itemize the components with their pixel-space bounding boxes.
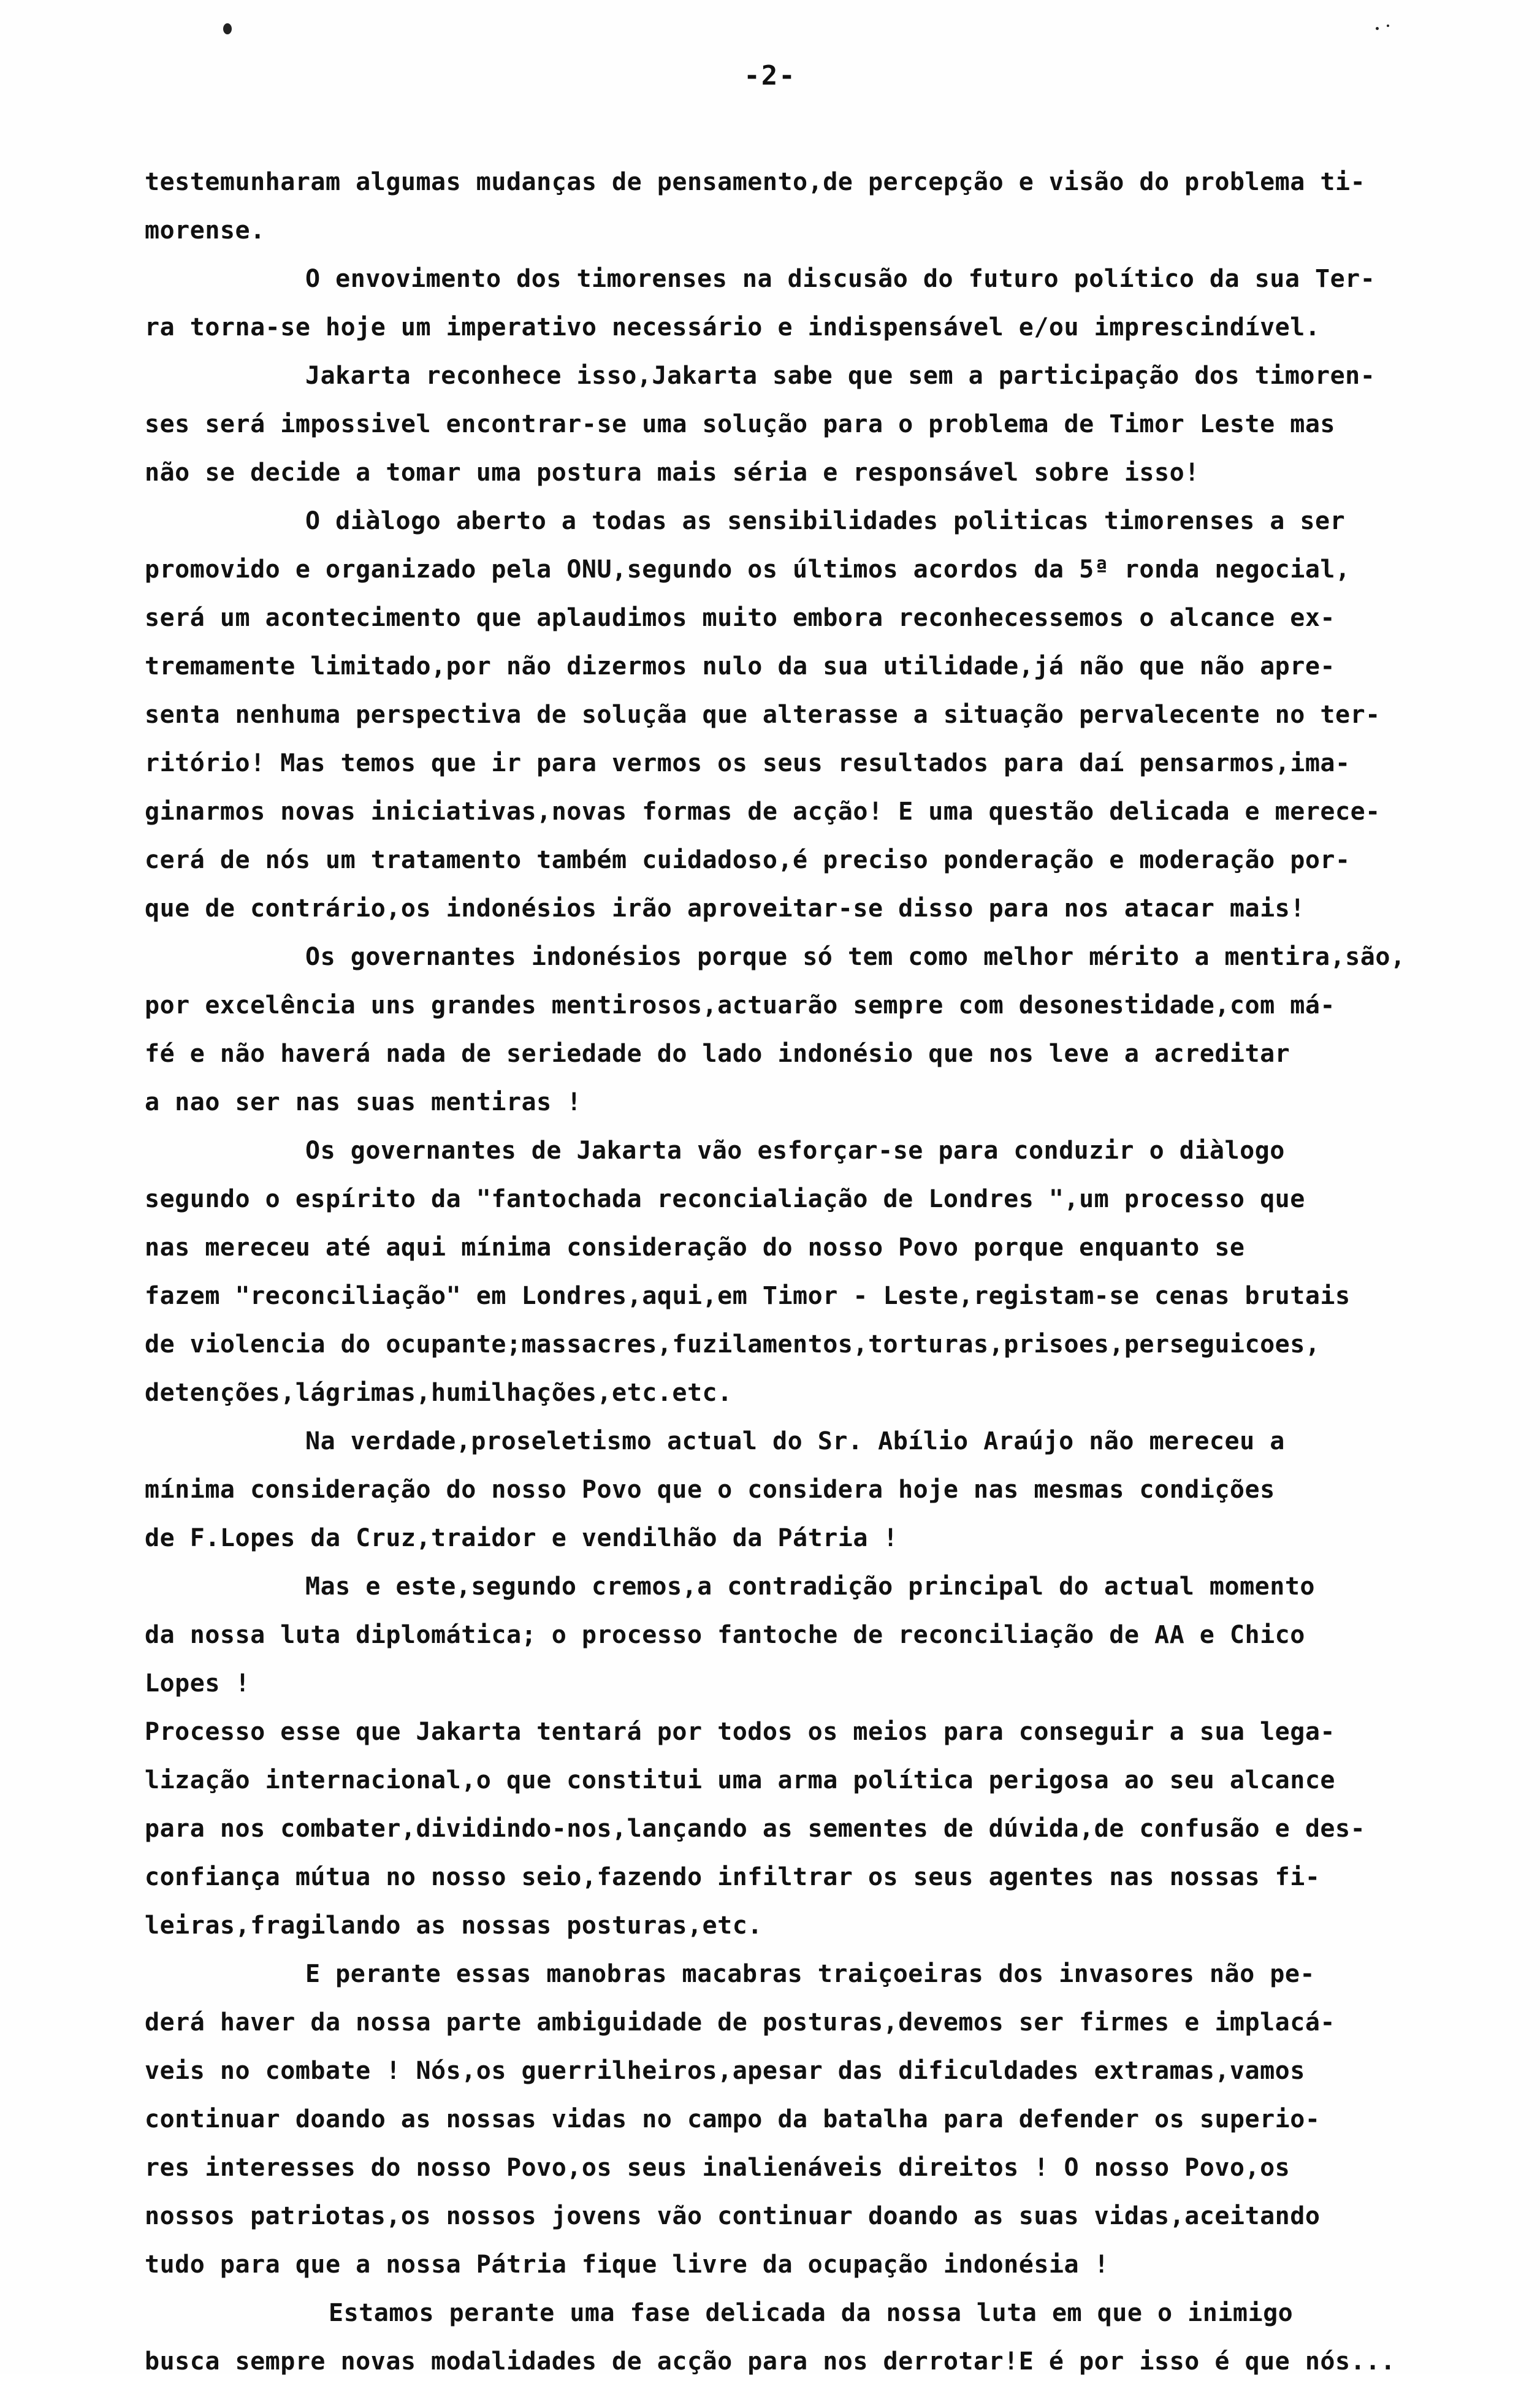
ink-speck: [223, 23, 232, 34]
text-line: veis no combate ! Nós,os guerrilheiros,apesar das dificuldades extramas,vamos: [145, 2057, 1305, 2085]
text-line: Os governantes indonésios porque só tem como melhor mérito a mentira,são,: [305, 943, 1406, 971]
text-line: Mas e este,segundo cremos,a contradição principal do actual momento: [305, 1572, 1315, 1601]
text-line: derá haver da nossa parte ambiguidade de posturas,devemos ser firmes e implacá-: [145, 2008, 1335, 2037]
text-line: lização internacional,o que constitui uma arma política perigosa ao seu alcance: [145, 1766, 1335, 1794]
page-number: -2-: [744, 60, 796, 91]
text-line: segundo o espírito da "fantochada reconcialiação de Londres ",um processo que: [145, 1185, 1305, 1213]
text-line: Processo esse que Jakarta tentará por todos os meios para conseguir a sua lega-: [145, 1718, 1335, 1746]
text-line: detenções,lágrimas,humilhações,etc.etc.: [145, 1379, 733, 1407]
text-line: tremamente limitado,por não dizermos nulo da sua utilidade,já não que não apre-: [145, 652, 1335, 680]
text-line: ra torna-se hoje um imperativo necessário e indispensável e/ou imprescindível.: [145, 313, 1321, 341]
text-line: fé e não haverá nada de seriedade do lado indonésio que nos leve a acreditar: [145, 1040, 1290, 1068]
text-line: a nao ser nas suas mentiras !: [145, 1088, 582, 1116]
text-line: ritório! Mas temos que ir para vermos os seus resultados para daí pensarmos,ima-: [145, 749, 1351, 777]
text-line: Os governantes de Jakarta vão esforçar-se para conduzir o diàlogo: [305, 1137, 1285, 1165]
text-line: busca sempre novas modalidades de acção para nos derrotar!E é por isso é que nós...: [145, 2347, 1396, 2376]
text-line: para nos combater,dividindo-nos,lançando as sementes de dúvida,de confusão e des-: [145, 1815, 1366, 1843]
text-line: Na verdade,proseletismo actual do Sr. Abílio Araújo não mereceu a: [305, 1427, 1285, 1455]
text-line: não se decide a tomar uma postura mais séria e responsável sobre isso!: [145, 459, 1200, 487]
text-line: senta nenhuma perspectiva de soluçãa que alterasse a situação pervalecente no ter-: [145, 701, 1381, 729]
text-line: será um acontecimento que aplaudimos muito embora reconhecessemos o alcance ex-: [145, 604, 1335, 632]
text-line: continuar doando as nossas vidas no campo da batalha para defender os superio-: [145, 2105, 1321, 2133]
text-line: Lopes !: [145, 1669, 251, 1698]
text-line: O diàlogo aberto a todas as sensibilidades politicas timorenses a ser: [305, 507, 1346, 535]
ink-speck: [1376, 27, 1379, 30]
text-line: ginarmos novas iniciativas,novas formas de acção! E uma questão delicada e merece-: [145, 798, 1381, 826]
text-line: mínima consideração do nosso Povo que o considera hoje nas mesmas condições: [145, 1476, 1275, 1504]
text-line: nossos patriotas,os nossos jovens vão continuar doando as suas vidas,aceitando: [145, 2202, 1321, 2230]
ink-speck: [1387, 25, 1389, 27]
text-line: ses será impossivel encontrar-se uma solução para o problema de Timor Leste mas: [145, 410, 1335, 438]
text-line: da nossa luta diplomática; o processo fantoche de reconciliação de AA e Chico: [145, 1621, 1305, 1649]
text-line: res interesses do nosso Povo,os seus inalienáveis direitos ! O nosso Povo,os: [145, 2154, 1290, 2182]
text-line: O envovimento dos timorenses na discusão do futuro político da sua Ter-: [305, 265, 1376, 293]
document-body: [145, 158, 1481, 2386]
text-line: que de contrário,os indonésios irão aproveitar-se disso para nos atacar mais!: [145, 894, 1305, 923]
text-line: tudo para que a nossa Pátria fique livre da ocupação indonésia !: [145, 2251, 1110, 2279]
text-line: Jakarta reconhece isso,Jakarta sabe que sem a participação dos timoren-: [305, 362, 1376, 390]
text-line: morense.: [145, 216, 265, 245]
text-line: E perante essas manobras macabras traiçoeiras dos invasores não pe-: [305, 1960, 1315, 1988]
text-line: Estamos perante uma fase delicada da nossa luta em que o inimigo: [329, 2299, 1294, 2327]
text-line: fazem "reconciliação" em Londres,aqui,em Timor - Leste,registam-se cenas brutais: [145, 1282, 1351, 1310]
text-line: testemunharam algumas mudanças de pensamento,de percepção e visão do problema ti-: [145, 168, 1366, 196]
text-line: de violencia do ocupante;massacres,fuzilamentos,torturas,prisoes,perseguicoes,: [145, 1330, 1321, 1359]
text-line: de F.Lopes da Cruz,traidor e vendilhão da Pátria !: [145, 1524, 899, 1552]
text-line: nas mereceu até aqui mínima consideração do nosso Povo porque enquanto se: [145, 1233, 1245, 1262]
text-line: promovido e organizado pela ONU,segundo os últimos acordos da 5ª ronda negocial,: [145, 555, 1351, 584]
text-line: cerá de nós um tratamento também cuidadoso,é preciso ponderação e moderação por-: [145, 846, 1351, 874]
text-line: por excelência uns grandes mentirosos,actuarão sempre com desonestidade,com má-: [145, 991, 1335, 1020]
text-line: leiras,fragilando as nossas posturas,etc.: [145, 1911, 763, 1940]
text-line: confiança mútua no nosso seio,fazendo infiltrar os seus agentes nas nossas fi-: [145, 1863, 1321, 1891]
